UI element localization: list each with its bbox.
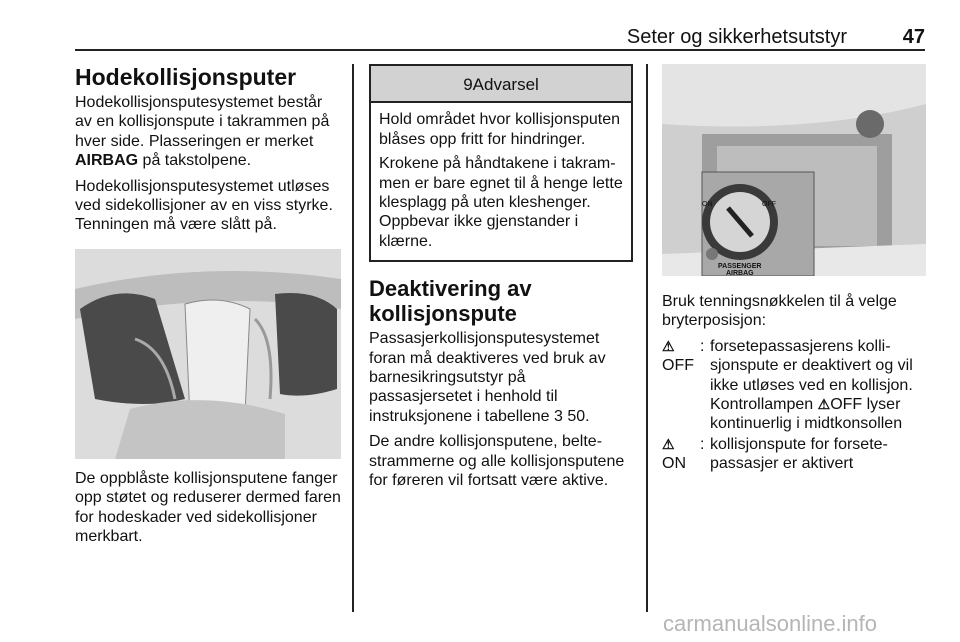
column-3 [662, 64, 926, 475]
text: Passasjerkollisjonsputesystemet foran må deaktiveres ved bruk av barnesikringsutstyr på passasjersetet i henhold til instruksjonene i tabellene [369, 330, 606, 425]
warning-box [369, 64, 633, 262]
column-divider-1 [352, 64, 354, 612]
watermark: carmanualsonline.info [663, 611, 878, 636]
column-2 [369, 64, 633, 497]
paragraph: Hodekollisjonsputesystemet utløses ved sidekollisjoner av en viss styrke. Tenningen må være slått på. [75, 177, 333, 234]
section-heading-deactivation: Deaktivering av kollisjonspute [369, 276, 532, 327]
warning-paragraph: Krokene på håndtakene i takrammen er bare egnet til å henge lette klesplagg på uten kleshenger. Oppbevar ikke gjenstander i klærne. [379, 155, 623, 250]
page-header [75, 20, 925, 50]
warning-paragraph: Hold området hvor kollisjonsputen blåses opp fritt for hindringer. [379, 111, 621, 148]
airbag-marking: AIRBAG [75, 152, 139, 170]
term-label: ON [662, 455, 686, 473]
definition: kollisjonspute for forsetepassasjer er aktivert [710, 435, 888, 473]
column-1 [75, 64, 341, 552]
page-reference: 3 50. [554, 407, 590, 425]
airbag-off-icon: ⚠ [662, 337, 675, 354]
definition [710, 337, 926, 434]
curtain-airbag-illustration [75, 249, 341, 459]
colon: : [700, 337, 705, 355]
column-divider-2 [646, 64, 648, 612]
list-item-on [662, 435, 926, 474]
term-on [662, 435, 700, 474]
warning-body [371, 103, 631, 260]
text: forsetepassasjerens kollisjonspute er deaktivert og vil ikke utløses ved en kollisjon. Kontrollampen [710, 337, 913, 414]
text: Hodekollisjonsputesystemet består av en kollisjonspute i takrammen på hver side. Plasseringen er merket [75, 94, 330, 150]
page-number: 47 [902, 26, 925, 48]
list-item-off [662, 337, 926, 434]
paragraph: De andre kollisjonsputene, beltestrammerne og alle kollisjonsputene for føreren vil fortsatt være aktive. [369, 433, 625, 490]
paragraph: Bruk tenningsnøkkelen til å velge bryterposisjon: [662, 293, 897, 330]
header-rule [75, 49, 925, 51]
colon: : [700, 435, 705, 453]
warning-title: Advarsel [472, 75, 539, 94]
running-title: Seter og sikkerhetsutstyr [626, 26, 847, 48]
warning-icon: 9 [463, 75, 473, 94]
switch-position-list [662, 337, 926, 474]
switch-label-off: OFF [762, 201, 776, 208]
paragraph [75, 93, 341, 171]
text: på takstolpene. [138, 152, 252, 170]
term-label: OFF [662, 357, 694, 375]
text: OFF lyser kontinuerlig i midtkonsollen [710, 396, 903, 433]
switch-label-on: ON [702, 201, 713, 208]
switch-label-passenger: PASSENGER [718, 263, 762, 270]
section-heading-head-airbags: Hodekollisjonsputer [75, 64, 297, 90]
term-off [662, 337, 700, 434]
paragraph: De oppblåste kollisjonsputene fanger opp støtet og reduserer dermed faren for hodeskader ved sidekollisjoner merkbart. [75, 469, 341, 546]
switch-label-airbag: AIRBAG [726, 270, 754, 276]
airbag-on-icon: ⚠ [662, 435, 675, 452]
paragraph [369, 329, 633, 426]
warning-header [371, 66, 631, 103]
airbag-switch-illustration [662, 64, 926, 276]
airbag-off-icon: ⚠ [817, 396, 831, 413]
